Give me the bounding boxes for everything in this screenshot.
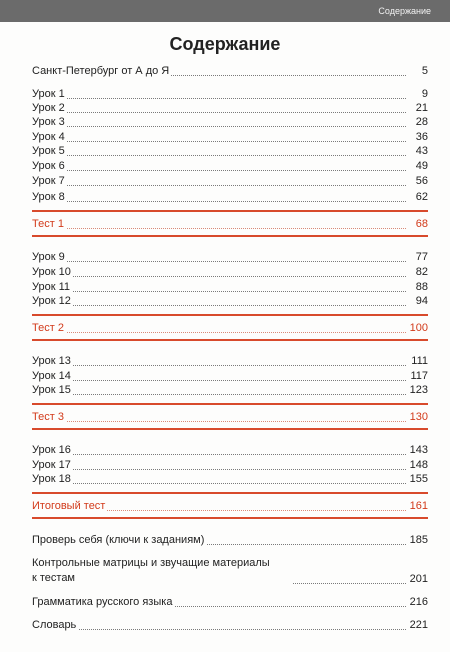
- section-divider: [32, 428, 428, 430]
- toc-entry-label: Тест 2: [32, 322, 64, 334]
- page-title: Содержание: [169, 34, 281, 54]
- toc-entry-u14[interactable]: [32, 369, 428, 383]
- dot-leader: [32, 185, 406, 186]
- dot-leader: [32, 629, 406, 630]
- toc-entry-test-2[interactable]: [32, 321, 428, 335]
- dot-leader: [32, 291, 406, 292]
- toc-entry-page: 28: [413, 115, 428, 129]
- toc-entry-label: Урок 4: [32, 131, 65, 143]
- toc-entry-page: 100: [407, 321, 428, 335]
- section-divider: [32, 339, 428, 341]
- toc-entry-label: Урок 7: [32, 175, 65, 187]
- toc-entry-page: 185: [407, 533, 428, 547]
- toc-entry-page: 68: [413, 217, 428, 231]
- dot-leader: [32, 365, 406, 366]
- toc-entry-page: 123: [407, 383, 428, 397]
- toc-entry-u18[interactable]: [32, 472, 428, 486]
- toc-entry-page: 77: [413, 250, 428, 264]
- toc-entry-u5[interactable]: [32, 144, 428, 158]
- toc-entry-label: [32, 556, 292, 586]
- dot-leader: [32, 98, 406, 99]
- toc-entry-final-test[interactable]: [32, 499, 428, 513]
- toc-entry-page: 56: [413, 174, 428, 188]
- toc-entry-page: 201: [407, 572, 428, 586]
- toc-entry-u4[interactable]: [32, 130, 428, 144]
- toc-entry-label: Словарь: [32, 619, 77, 631]
- toc-entry-label: Урок 15: [32, 384, 71, 396]
- toc-entry-page: 161: [407, 499, 428, 513]
- toc-entry-page: 130: [407, 410, 428, 424]
- dot-leader: [32, 469, 406, 470]
- toc-entry-u17[interactable]: [32, 458, 428, 472]
- toc-entry-label: Урок 3: [32, 116, 65, 128]
- dot-leader: [32, 394, 406, 395]
- section-divider: [32, 517, 428, 519]
- toc-entry-page: 36: [413, 130, 428, 144]
- toc-entry-u7[interactable]: [32, 174, 428, 188]
- toc-entry-label: Санкт-Петербург от А до Я: [32, 65, 170, 77]
- toc-entry-page: 49: [413, 159, 428, 173]
- dot-leader: [32, 261, 406, 262]
- section-divider: [32, 492, 428, 494]
- toc-entry-label: Урок 16: [32, 444, 71, 456]
- toc-entry-grammar[interactable]: [32, 595, 428, 609]
- toc-entry-page: 216: [407, 595, 428, 609]
- toc-entry-label: Урок 8: [32, 191, 65, 203]
- toc-entry-page: 148: [407, 458, 428, 472]
- dot-leader: [32, 305, 406, 306]
- toc-entry-label-line-2: к тестам: [32, 572, 75, 584]
- toc-entry-page: 111: [408, 354, 428, 368]
- toc-entry-page: 88: [413, 280, 428, 294]
- toc-entry-answer-key[interactable]: [32, 533, 428, 547]
- toc-entry-u11[interactable]: [32, 280, 428, 294]
- toc-entry-u10[interactable]: [32, 265, 428, 279]
- section-divider: [32, 403, 428, 405]
- toc-entry-page: 221: [407, 618, 428, 632]
- toc-entry-page: 5: [419, 64, 428, 78]
- toc-entry-u15[interactable]: [32, 383, 428, 397]
- toc-entry-dictionary[interactable]: [32, 618, 428, 632]
- toc-entry-label: Тест 3: [32, 411, 64, 423]
- dot-leader: [32, 421, 406, 422]
- toc-entry-page: 9: [419, 87, 428, 101]
- toc-entry-test-1[interactable]: [32, 217, 428, 231]
- toc-entry-label: Грамматика русского языка: [32, 596, 173, 608]
- toc-entry-test-3[interactable]: [32, 410, 428, 424]
- toc-entry-label-line-1: Контрольные матрицы и звучащие материалы: [32, 557, 270, 569]
- toc-entry-label: Урок 11: [32, 281, 71, 293]
- toc-entry-label: Тест 1: [32, 218, 64, 230]
- toc-entry-page: 82: [413, 265, 428, 279]
- toc-entry-u3[interactable]: [32, 115, 428, 129]
- toc-entry-u2[interactable]: [32, 101, 428, 115]
- toc-entry-label: Урок 2: [32, 102, 65, 114]
- dot-leader: [32, 332, 406, 333]
- toc-entry-label: Урок 12: [32, 295, 71, 307]
- dot-leader: [32, 454, 406, 455]
- toc-entry-test-materials[interactable]: [32, 556, 428, 586]
- toc-entry-spb[interactable]: [32, 64, 428, 78]
- dot-leader: [32, 141, 406, 142]
- section-divider: [32, 235, 428, 237]
- toc-entry-label: Урок 6: [32, 160, 65, 172]
- toc-entry-u1[interactable]: [32, 87, 428, 101]
- toc-entry-page: 143: [407, 443, 428, 457]
- dot-leader: [32, 483, 406, 484]
- toc-entry-label: Итоговый тест: [32, 500, 106, 512]
- toc-entry-page: 43: [413, 144, 428, 158]
- toc-entry-u8[interactable]: [32, 190, 428, 204]
- section-divider: [32, 210, 428, 212]
- toc-entry-page: 155: [407, 472, 428, 486]
- toc-entry-label: Проверь себя (ключи к заданиям): [32, 534, 205, 546]
- dot-leader: [32, 380, 406, 381]
- toc-entry-label: Урок 9: [32, 251, 65, 263]
- dot-leader: [32, 155, 406, 156]
- running-header: Содержание: [0, 0, 450, 22]
- toc-entry-page: 117: [407, 369, 428, 383]
- dot-leader: [32, 201, 406, 202]
- dot-leader: [32, 126, 406, 127]
- toc-entry-page: 94: [413, 294, 428, 308]
- toc-entry-label: Урок 5: [32, 145, 65, 157]
- toc-entry-u16[interactable]: [32, 443, 428, 457]
- toc-entry-label: Урок 1: [32, 88, 65, 100]
- section-divider: [32, 314, 428, 316]
- dot-leader: [32, 228, 406, 229]
- toc-entry-label: Урок 13: [32, 355, 71, 367]
- toc-entry-page: 62: [413, 190, 428, 204]
- dot-leader: [32, 276, 406, 277]
- toc-entry-label: Урок 14: [32, 370, 71, 382]
- dot-leader: [32, 170, 406, 171]
- toc-entry-u6[interactable]: [32, 159, 428, 173]
- toc-entry-label: Урок 10: [32, 266, 71, 278]
- toc-entry-u12[interactable]: [32, 294, 428, 308]
- toc-entry-label: Урок 17: [32, 459, 71, 471]
- toc-entry-page: 21: [413, 101, 428, 115]
- dot-leader: [32, 112, 406, 113]
- toc-entry-u9[interactable]: [32, 250, 428, 264]
- toc-entry-label: Урок 18: [32, 473, 71, 485]
- toc-entry-u13[interactable]: [32, 354, 428, 368]
